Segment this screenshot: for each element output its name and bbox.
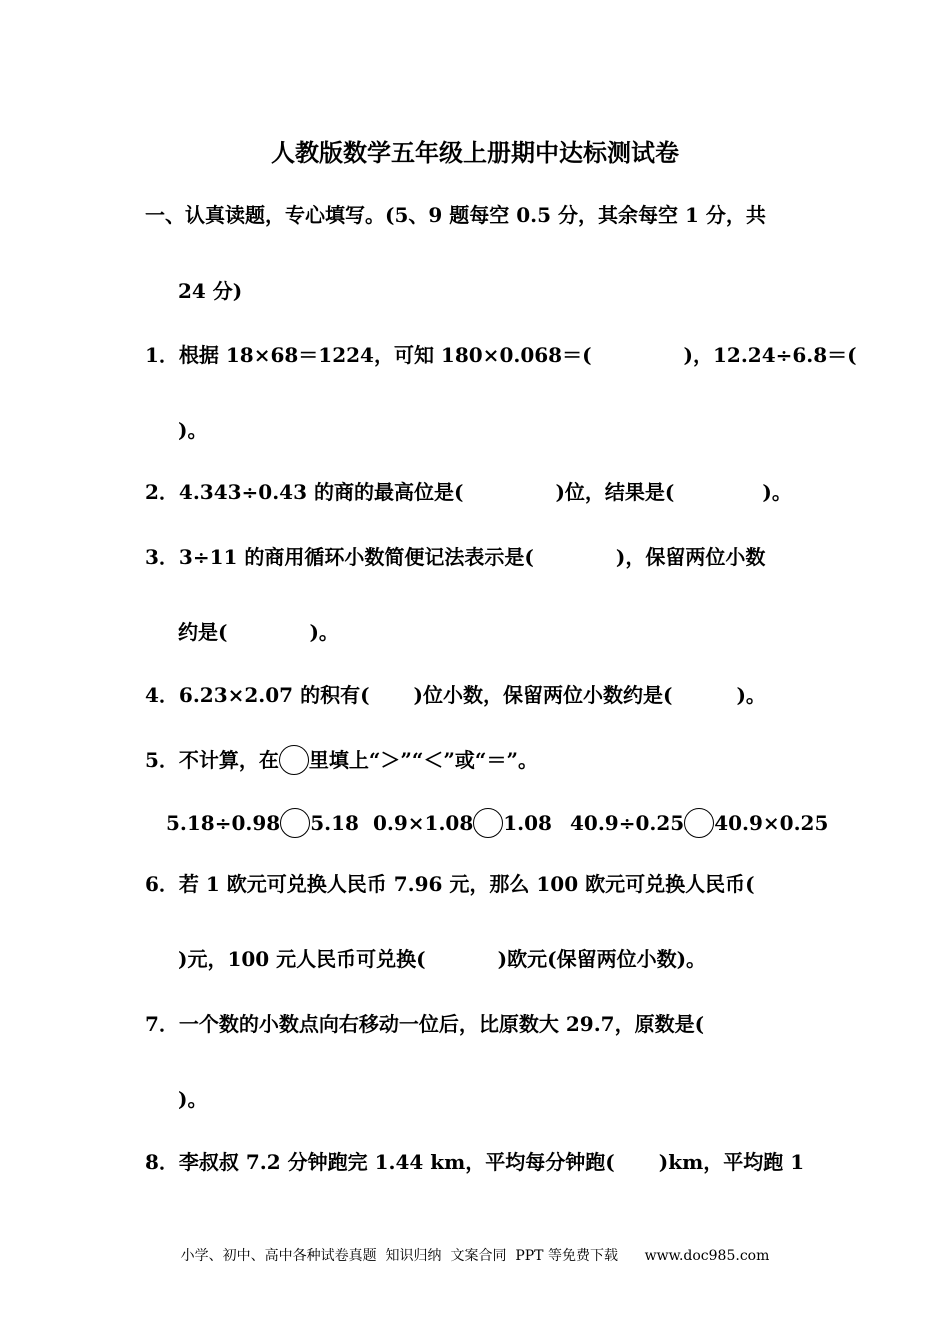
question-8-text-b: )km，平均跑 1 [658,1150,805,1174]
question-5 [145,745,538,772]
question-3-text-d: )。 [309,620,339,644]
question-4-text-b: )位小数，保留两位小数约是( [413,683,673,707]
section-1-heading-text: 一、认真读题，专心填写。(5、9 题每空 0.5 分，其余每空 1 分，共 [145,203,766,227]
question-1 [145,343,857,367]
question-2 [145,480,792,504]
question-2-text-c: )。 [762,480,792,504]
question-5-text-b: 里填上“＞”“＜”或“＝”。 [308,748,538,772]
question-6-text-b: )元，100 元人民币可兑换( [178,947,426,971]
question-6-text-c: )欧元(保留两位小数)。 [497,947,707,971]
question-2-text-b: )位，结果是( [555,480,675,504]
question-6 [145,872,755,896]
question-1-text-b: )，12.24÷6.8＝( [683,343,857,367]
question-2-number: 2． [145,480,179,504]
question-7-number: 7． [145,1012,179,1036]
question-8-number: 8． [145,1150,179,1174]
question-6-text-a: 若 1 欧元可兑换人民币 7.96 元，那么 100 欧元可兑换人民币( [178,872,755,896]
compare-item-2 [373,808,552,835]
question-5-text-a: 不计算，在 [178,748,279,772]
compare-circle-icon[interactable] [684,808,714,838]
question-4 [145,683,766,707]
question-3 [145,545,765,569]
footer-site-link[interactable]: www.doc985.com [644,1248,770,1264]
question-2-text-a: 4.343÷0.43 的商的最高位是( [178,480,464,504]
question-8 [145,1150,804,1174]
question-3-cont [178,620,339,644]
question-4-text-c: )。 [736,683,766,707]
question-4-text-a: 6.23×2.07 的积有( [178,683,370,707]
question-3-text-a: 3÷11 的商用循环小数简便记法表示是( [178,545,534,569]
compare-circle-icon [279,745,309,775]
compare-item-1-left: 5.18÷0.98 [166,811,281,835]
compare-item-3 [570,808,829,835]
compare-item-1 [166,808,359,835]
compare-circle-icon[interactable] [280,808,310,838]
question-3-number: 3． [145,545,179,569]
compare-item-3-left: 40.9÷0.25 [570,811,685,835]
footer-text: 小学、初中、高中各种试卷真题 知识归纳 文案合同 PPT 等免费下载 [180,1248,618,1264]
section-1-heading [145,203,766,227]
question-3-text-b: )，保留两位小数 [615,545,766,569]
question-8-text-a: 李叔叔 7.2 分钟跑完 1.44 km，平均每分钟跑( [178,1150,615,1174]
compare-item-2-right: 1.08 [503,811,552,835]
page-footer [0,1246,950,1266]
compare-item-3-right: 40.9×0.25 [714,811,829,835]
compare-circle-icon[interactable] [473,808,503,838]
question-3-text-c: 约是( [178,620,228,644]
question-1-number: 1． [145,343,179,367]
question-6-cont [178,947,706,971]
question-7-cont: )。 [178,1087,208,1111]
compare-item-2-left: 0.9×1.08 [373,811,474,835]
question-1-cont: )。 [178,418,208,442]
section-1-heading-cont: 24 分) [178,279,243,303]
question-7 [145,1012,704,1036]
question-7-text-a: 一个数的小数点向右移动一位后，比原数大 29.7，原数是( [178,1012,705,1036]
question-4-number: 4． [145,683,179,707]
question-5-number: 5． [145,748,179,772]
question-1-text-a: 根据 18×68＝1224，可知 180×0.068＝( [178,343,592,367]
compare-item-1-right: 5.18 [310,811,359,835]
page-title: 人教版数学五年级上册期中达标测试卷 [271,138,679,167]
question-6-number: 6． [145,872,179,896]
